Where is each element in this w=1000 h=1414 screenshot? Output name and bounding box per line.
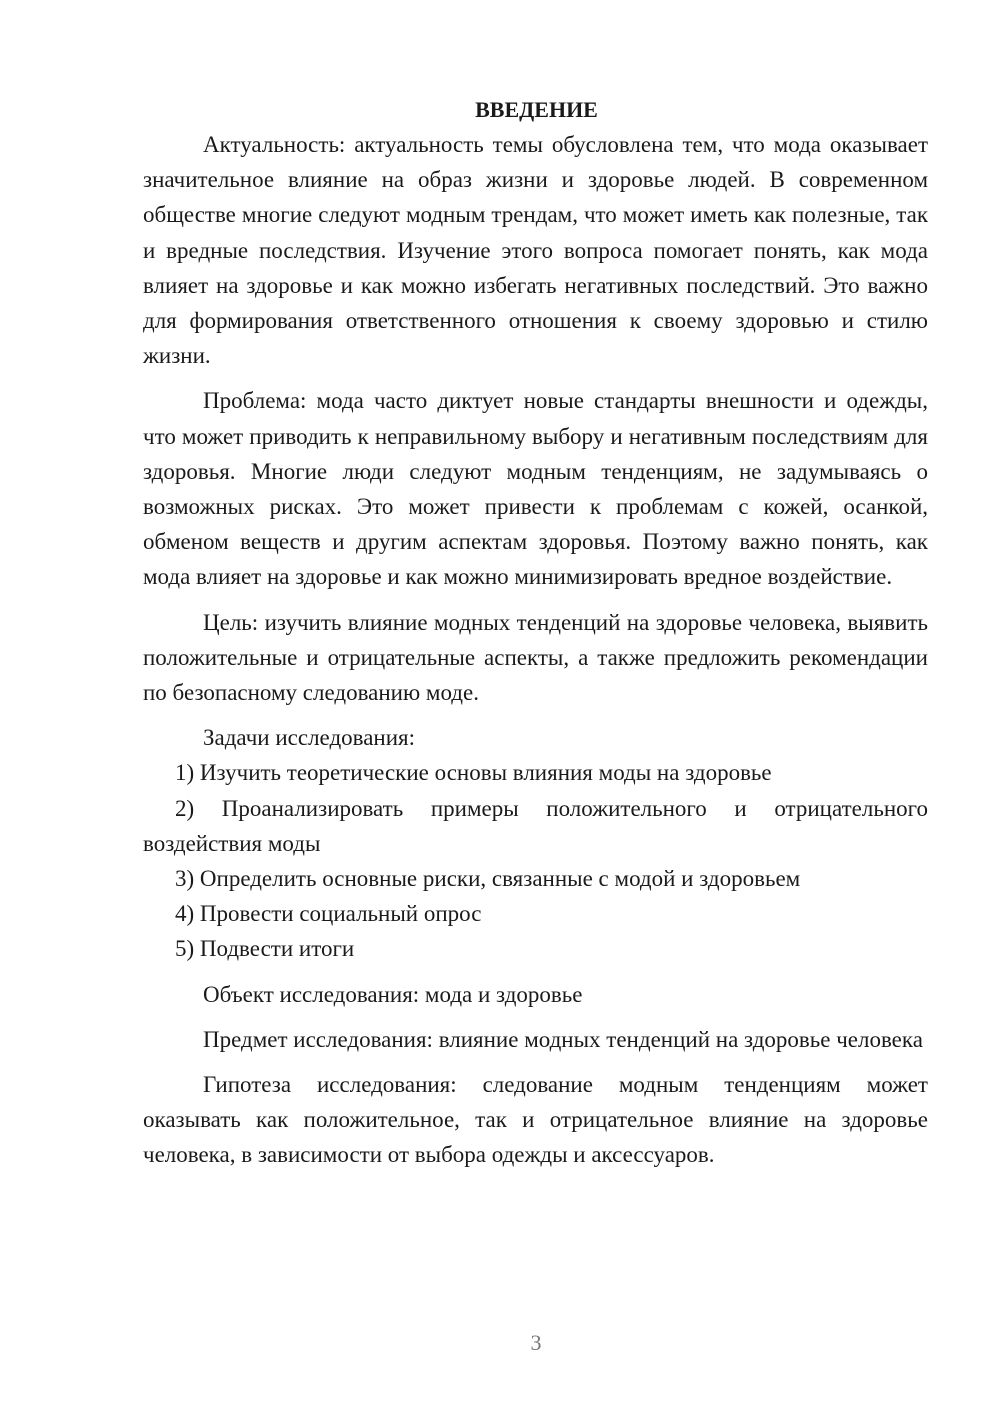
problem-paragraph: Проблема: мода часто диктует новые стандарты внешности и одежды, что может приводить к неправильному выбору и негативным последствиям для здоровья. Многие люди следуют модным тенденциям, не задумываясь о возможных рисках. Это может привести к проблемам с кожей, осанкой, обменом веществ и другим аспектам здоровья. Поэтому важно понять, как мода влияет на здоровье и как можно минимизировать вредное воздействие. <box>143 388 928 590</box>
goal-paragraph: Цель: изучить влияние модных тенденций на здоровье человека, выявить положительные и отрицательные аспекты, а также предложить рекомендации по безопасному следованию моде. <box>143 609 928 706</box>
task-item-2: 2) Проанализировать примеры положительного и отрицательного воздействия моды <box>143 795 928 856</box>
task-item-4: 4) Провести социальный опрос <box>175 901 482 927</box>
task-item-1: 1) Изучить теоретические основы влияния моды на здоровье <box>175 760 772 786</box>
page-number: 3 <box>530 1330 542 1355</box>
subject-paragraph: Предмет исследования: влияние модных тенденций на здоровье человека <box>203 1026 923 1052</box>
object-paragraph: Объект исследования: мода и здоровье <box>203 981 583 1007</box>
tasks-heading: Задачи исследования: <box>203 725 416 751</box>
hypothesis-paragraph: Гипотеза исследования: следование модным тенденциям может оказывать как положительное, так и отрицательное влияние на здоровье человека, в зависимости от выбора одежды и аксессуаров. <box>143 1072 928 1168</box>
relevance-paragraph: Актуальность: актуальность темы обусловлена тем, что мода оказывает значительное влияние на образ жизни и здоровье людей. В современном обществе многие следуют модным трендам, что может иметь как полезные, так и вредные последствия. Изучение этого вопроса помогает понять, как мода влияет на здоровье и как можно избегать негативных последствий. Это важно для формирования ответственного отношения к своему здоровью и стилю жизни. <box>143 132 928 369</box>
page-title: ВВЕДЕНИЕ <box>475 97 598 122</box>
task-item-5: 5) Подвести итоги <box>175 936 355 962</box>
task-item-3: 3) Определить основные риски, связанные с модой и здоровьем <box>175 866 801 892</box>
page-content <box>143 92 928 1173</box>
